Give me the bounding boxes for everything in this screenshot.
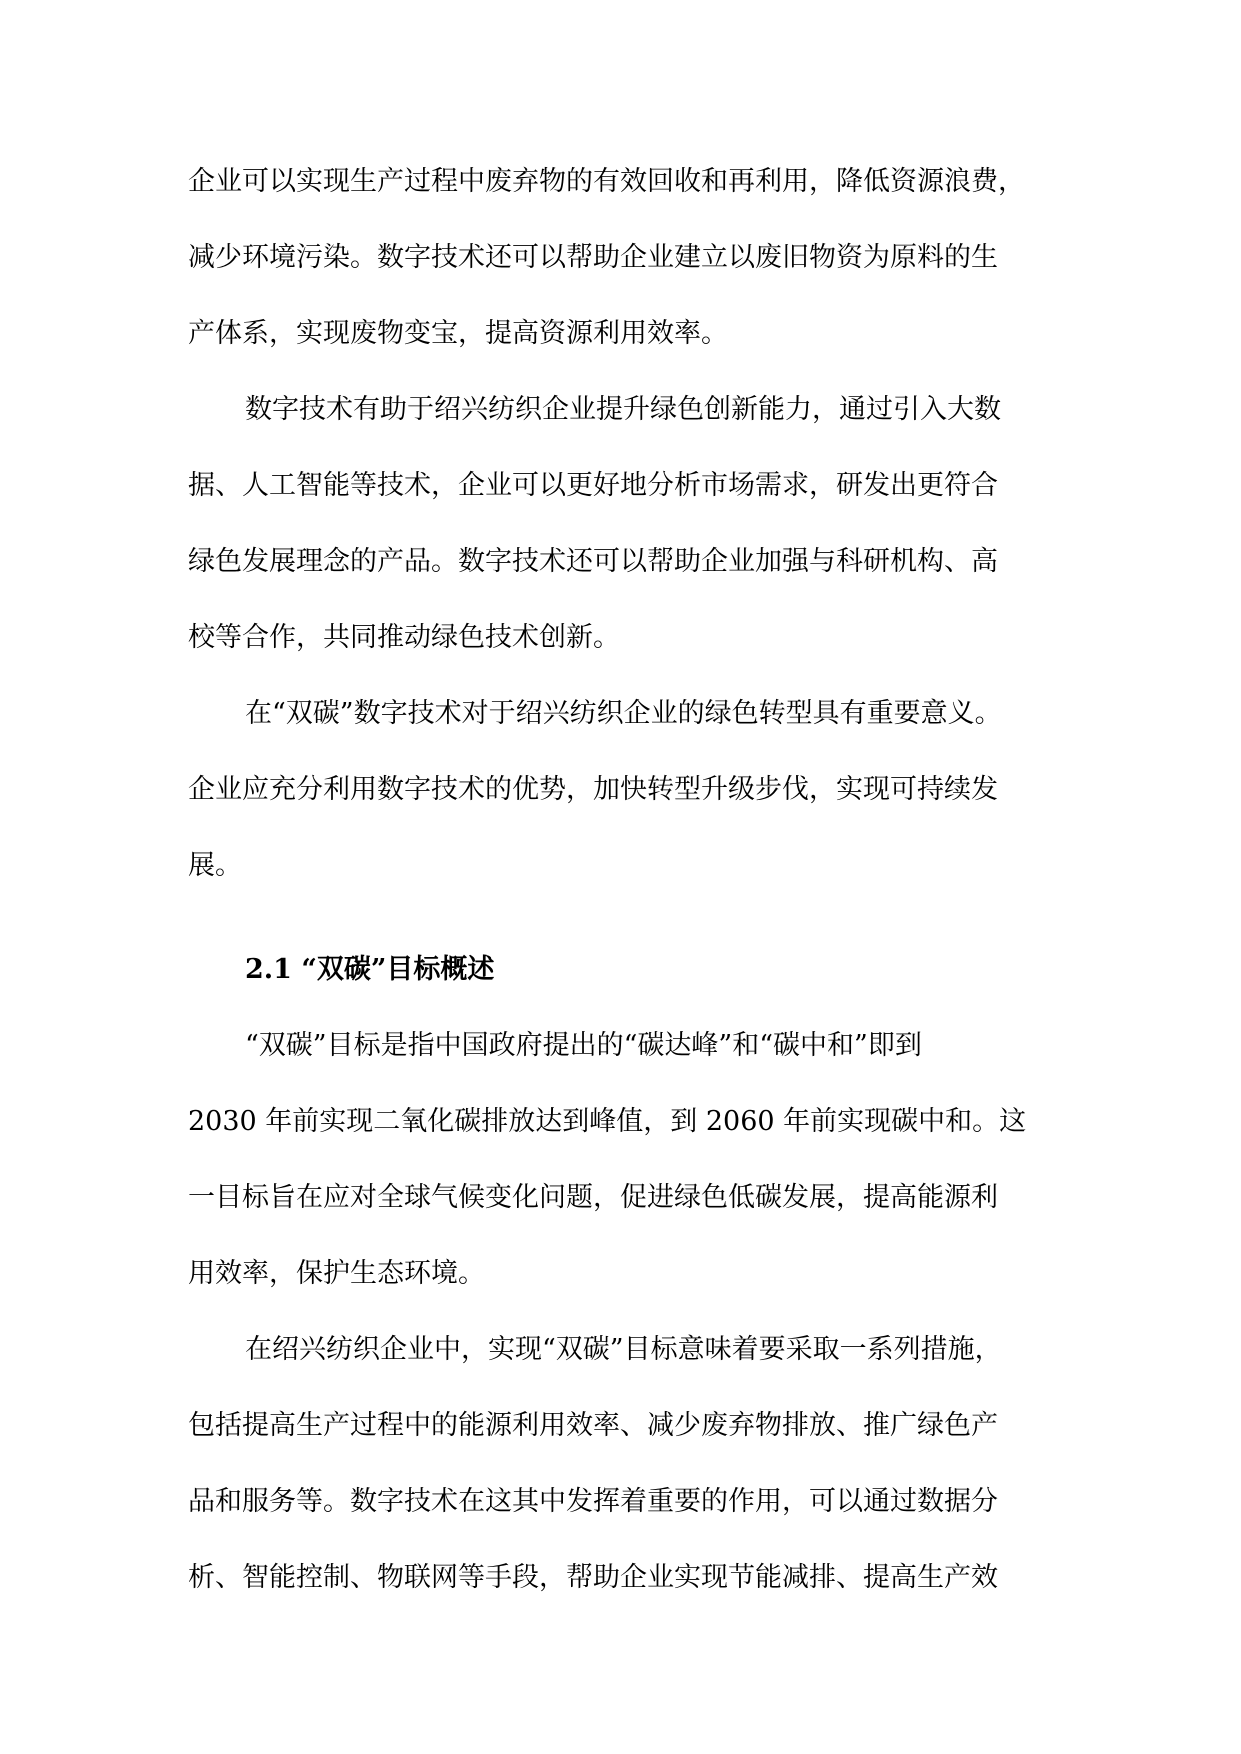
section-paragraph-2-line-2: 包括提高生产过程中的能源利用效率、减少废弃物排放、推广绿色产 bbox=[188, 1410, 998, 1441]
section-paragraph-2-line-3: 品和服务等。数字技术在这其中发挥着重要的作用，可以通过数据分 bbox=[188, 1486, 998, 1517]
section-paragraph-1-line-3: 一目标旨在应对全球气候变化问题，促进绿色低碳发展，提高能源利 bbox=[188, 1182, 998, 1213]
paragraph-1-line-1: 企业可以实现生产过程中废弃物的有效回收和再利用，降低资源浪费， bbox=[188, 166, 1025, 197]
paragraph-3-line-3: 展。 bbox=[188, 850, 242, 881]
paragraph-1-line-3: 产体系，实现废物变宝，提高资源利用效率。 bbox=[188, 318, 728, 349]
section-paragraph-1-line-2: 2030 年前实现二氧化碳排放达到峰值，到 2060 年前实现碳中和。这 bbox=[188, 1106, 1027, 1137]
section-paragraph-2-line-4: 析、智能控制、物联网等手段，帮助企业实现节能减排、提高生产效 bbox=[188, 1562, 998, 1593]
paragraph-1-line-2: 减少环境污染。数字技术还可以帮助企业建立以废旧物资为原料的生 bbox=[188, 242, 998, 273]
paragraph-2-line-2: 据、人工智能等技术，企业可以更好地分析市场需求，研发出更符合 bbox=[188, 470, 998, 501]
paragraph-3-line-1: 在“双碳”数字技术对于绍兴纺织企业的绿色转型具有重要意义。 bbox=[245, 698, 1002, 729]
section-paragraph-1-line-4: 用效率，保护生态环境。 bbox=[188, 1258, 485, 1289]
paragraph-2-line-1: 数字技术有助于绍兴纺织企业提升绿色创新能力，通过引入大数 bbox=[245, 394, 1001, 425]
paragraph-2-line-4: 校等合作，共同推动绿色技术创新。 bbox=[188, 622, 620, 653]
section-paragraph-1-line-1: “双碳”目标是指中国政府提出的“碳达峰”和“碳中和”即到 bbox=[245, 1030, 922, 1061]
paragraph-2-line-3: 绿色发展理念的产品。数字技术还可以帮助企业加强与科研机构、高 bbox=[188, 546, 998, 577]
paragraph-3-line-2: 企业应充分利用数字技术的优势，加快转型升级步伐，实现可持续发 bbox=[188, 774, 998, 805]
section-paragraph-2-line-1: 在绍兴纺织企业中，实现“双碳”目标意味着要采取一系列措施， bbox=[245, 1334, 1002, 1365]
section-heading: 2.1 “双碳”目标概述 bbox=[245, 954, 495, 985]
